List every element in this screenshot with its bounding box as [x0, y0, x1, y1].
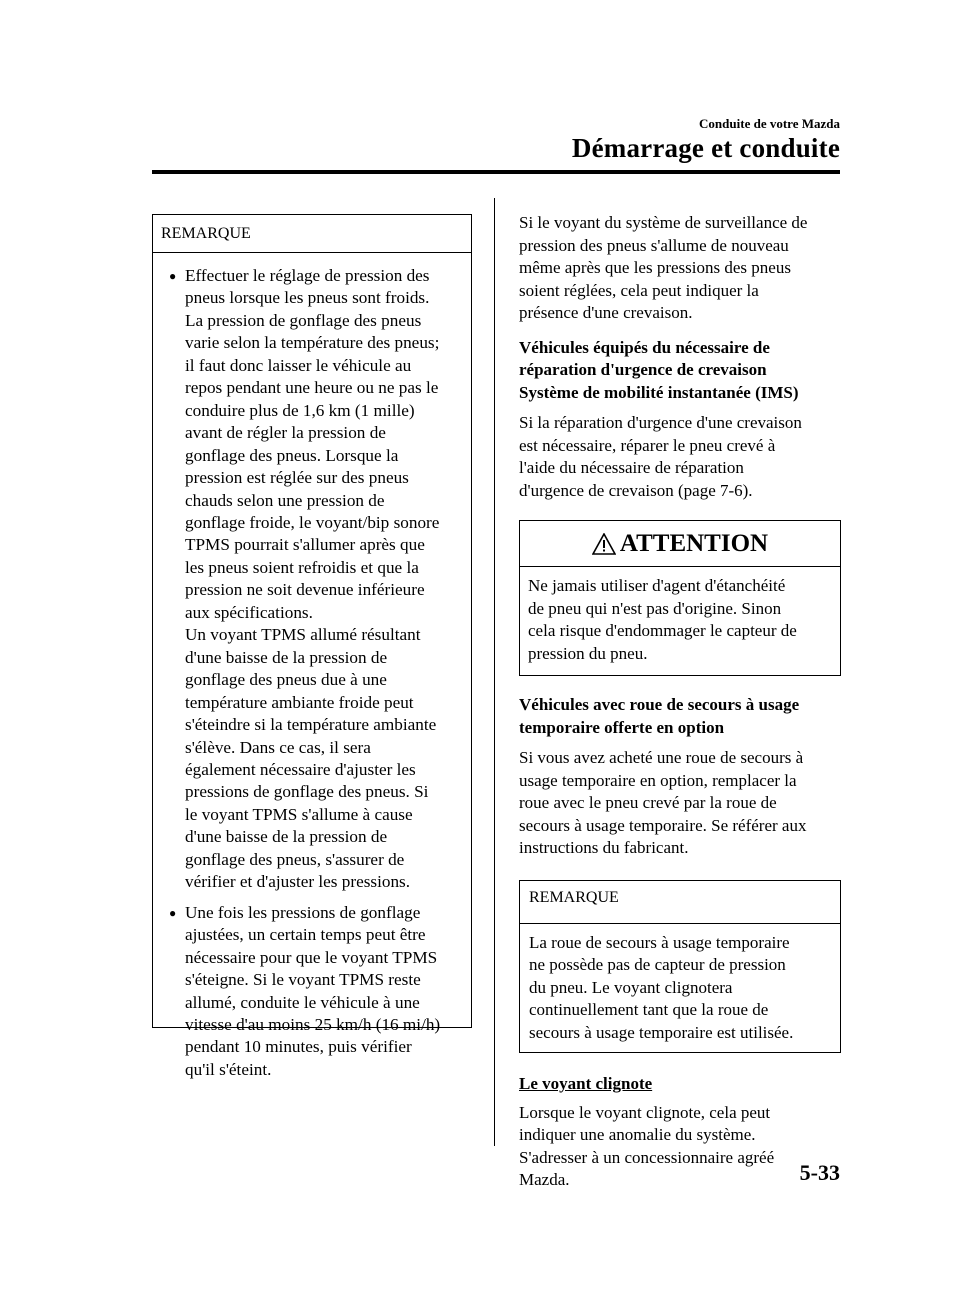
- text-line: aux spécifications.: [185, 602, 313, 622]
- list-item: [169, 265, 465, 894]
- text-line: s'élève. Dans ce cas, il sera: [185, 737, 371, 757]
- text-line: vitesse d'au moins 25 km/h (16 mi/h): [185, 1014, 441, 1034]
- text-line: Un voyant TPMS allumé résultant: [185, 625, 421, 645]
- bullet-text: [185, 265, 465, 894]
- blink-paragraph: [519, 1102, 841, 1192]
- text-line: Système de mobilité instantanée (IMS): [519, 382, 799, 402]
- text-line: S'adresser à un concessionnaire agréé: [519, 1147, 775, 1167]
- text-line: cela risque d'endommager le capteur de: [528, 621, 797, 640]
- intro-paragraph: [519, 212, 841, 325]
- warning-triangle-icon: [592, 533, 616, 555]
- bullet-icon: ●: [169, 905, 177, 920]
- text-line: varie selon la température des pneus;: [185, 333, 440, 353]
- blink-heading: Le voyant clignote: [519, 1074, 653, 1093]
- text-line: ne possède pas de capteur de pression: [529, 955, 786, 974]
- page-number: 5-33: [799, 1160, 840, 1185]
- text-line: repos pendant une heure ou ne pas le: [185, 378, 439, 398]
- text-line: le voyant TPMS s'allume à cause: [185, 804, 413, 824]
- text-line: Ne jamais utiliser d'agent d'étanchéité: [528, 576, 786, 595]
- text-line: s'éteindre si la température ambiante: [185, 715, 437, 735]
- text-line: Mazda.: [519, 1170, 570, 1189]
- text-line: d'une baisse de la pression de: [185, 827, 388, 847]
- text-line: il faut donc laisser le véhicule au: [185, 355, 412, 375]
- text-line: qu'il s'éteint.: [185, 1059, 272, 1079]
- right-note-box: [519, 880, 841, 1054]
- text-line: pression du pneu.: [528, 643, 648, 663]
- text-line: temporaire offerte en option: [519, 717, 725, 737]
- text-line: pression des pneus s'allume de nouveau: [519, 235, 789, 255]
- list-item: [169, 902, 465, 1082]
- text-line: Une fois les pressions de gonflage: [185, 902, 421, 922]
- bullet-icon: ●: [169, 269, 177, 283]
- text-line: gonflage des pneus, s'assurer de: [185, 849, 405, 869]
- text-line: pression est réglée sur des pneus: [185, 468, 409, 488]
- text-line: avant de régler la pression de: [185, 423, 386, 443]
- text-line: secours à usage temporaire. Se référer aux: [519, 815, 807, 835]
- text-line: réparation d'urgence de crevaison: [519, 360, 767, 379]
- text-line: d'une baisse de la pression de: [185, 647, 388, 667]
- text-line: gonflage froide, le voyant/bip sonore: [185, 512, 440, 532]
- text-line: pendant 10 minutes, puis vérifier: [185, 1037, 412, 1057]
- bullet-text: [185, 902, 465, 1082]
- text-line: secours à usage temporaire est utilisée.: [529, 1022, 794, 1042]
- left-note-title: REMARQUE: [153, 215, 471, 253]
- text-line: La roue de secours à usage temporaire: [529, 932, 790, 952]
- text-line: est nécessaire, réparer le pneu crevé à: [519, 435, 776, 455]
- text-line: roue avec le pneu crevé par la roue de: [519, 793, 777, 812]
- text-line: pressions de gonflage des pneus. Si: [185, 782, 429, 802]
- text-line: pneus lorsque les pneus sont froids.: [185, 288, 430, 308]
- text-line: instructions du fabricant.: [519, 838, 689, 857]
- text-line: d'urgence de crevaison (page 7-6).: [519, 480, 753, 500]
- text-line: gonflage des pneus. Lorsque la: [185, 445, 399, 465]
- text-line: Si la réparation d'urgence d'une crevaison: [519, 413, 802, 432]
- text-line: La pression de gonflage des pneus: [185, 310, 422, 330]
- attention-title: ATTENTION: [619, 529, 769, 557]
- spare-heading: [519, 694, 841, 739]
- attention-text: [520, 567, 840, 675]
- text-line: gonflage des pneus due à une: [185, 670, 387, 690]
- text-line: même après que les pressions des pneus: [519, 258, 791, 277]
- text-line: allumé, conduite le véhicule à une: [185, 992, 420, 1012]
- left-note-list: [153, 253, 471, 1081]
- text-line: soient réglées, cela peut indiquer la: [519, 280, 759, 300]
- text-line: Si vous avez acheté une roue de secours à: [519, 748, 804, 767]
- text-line: chauds selon une pression de: [185, 490, 385, 510]
- text-line: Si le voyant du système de surveillance de: [519, 213, 808, 232]
- right-note-title: REMARQUE: [520, 881, 840, 924]
- text-line: s'éteigne. Si le voyant TPMS reste: [185, 970, 421, 990]
- text-line: également nécessaire d'ajuster les: [185, 759, 416, 779]
- spare-paragraph: [519, 747, 841, 860]
- text-line: conduire plus de 1,6 km (1 mille): [185, 400, 415, 420]
- text-line: ajustées, un certain temps peut être: [185, 925, 426, 945]
- ims-heading: [519, 337, 841, 405]
- left-note-box: [152, 214, 472, 1079]
- text-line: de pneu qui n'est pas d'origine. Sinon: [528, 598, 782, 618]
- text-line: du pneu. Le voyant clignotera: [529, 977, 733, 997]
- text-line: TPMS pourrait s'allumer après que: [185, 535, 425, 555]
- text-line: température ambiante froide peut: [185, 692, 414, 712]
- text-line: les pneus soient refroidis et que la: [185, 557, 419, 577]
- section-title: Démarrage et conduite: [571, 133, 840, 163]
- right-column: [519, 212, 841, 1204]
- attention-header: [520, 521, 840, 567]
- text-line: usage temporaire en option, remplacer la: [519, 770, 797, 790]
- text-line: vérifier et d'ajuster les pressions.: [185, 872, 411, 892]
- text-line: Véhicules équipés du nécessaire de: [519, 337, 770, 357]
- chapter-title: Conduite de votre Mazda: [699, 116, 840, 131]
- header-rule: [152, 170, 840, 174]
- right-note-text: [520, 924, 840, 1053]
- ims-paragraph: [519, 412, 841, 502]
- text-line: nécessaire pour que le voyant TPMS: [185, 947, 438, 967]
- text-line: continuellement tant que la roue de: [529, 1000, 769, 1019]
- text-line: pression ne soit devenue inférieure: [185, 580, 425, 600]
- text-line: Véhicules avec roue de secours à usage: [519, 695, 800, 714]
- text-line: Effectuer le réglage de pression des: [185, 266, 430, 285]
- column-divider: [494, 198, 495, 1146]
- text-line: indiquer une anomalie du système.: [519, 1125, 756, 1144]
- text-line: l'aide du nécessaire de réparation: [519, 458, 744, 477]
- attention-box: [519, 520, 841, 676]
- text-line: Lorsque le voyant clignote, cela peut: [519, 1102, 771, 1122]
- text-line: présence d'une crevaison.: [519, 303, 693, 322]
